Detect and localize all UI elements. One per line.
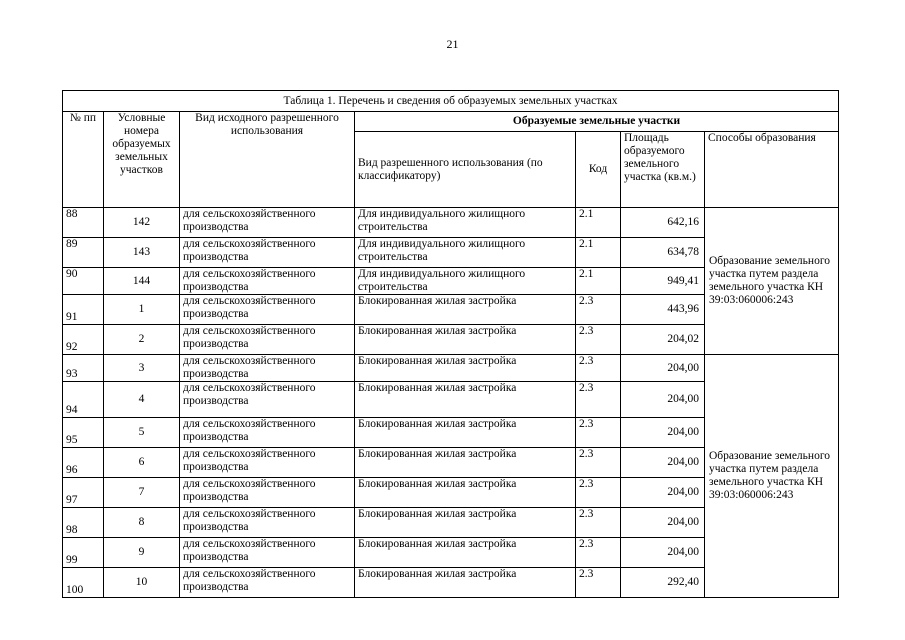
table-body — [63, 208, 839, 598]
row-vid-iskh: для сельскохозяйственного производства — [180, 238, 355, 268]
header-vid-iskh: Вид исходного разрешенного использования — [180, 112, 355, 208]
header-method: Способы образования — [705, 132, 839, 208]
row-uslov: 2 — [104, 325, 180, 355]
row-kod: 2.3 — [576, 478, 621, 508]
row-num: 99 — [63, 538, 104, 568]
row-vid-iskh: для сельскохозяйственного производства — [180, 268, 355, 295]
row-method: Образование земельного участка путем раздела земельного участка КН 39:03:060006:243 — [705, 355, 839, 598]
row-uslov: 6 — [104, 448, 180, 478]
row-area: 204,00 — [621, 448, 705, 478]
row-num: 88 — [63, 208, 104, 238]
row-uslov: 142 — [104, 208, 180, 238]
row-area: 443,96 — [621, 295, 705, 325]
row-vid-iskh: для сельскохозяйственного производства — [180, 295, 355, 325]
row-num: 90 — [63, 268, 104, 295]
header-area: Площадь образуемого земельного участка (кв.м.) — [621, 132, 705, 208]
row-vid-razr: Блокированная жилая застройка — [355, 382, 576, 418]
row-kod: 2.3 — [576, 508, 621, 538]
header-group: Образуемые земельные участки — [355, 112, 839, 132]
row-uslov: 5 — [104, 418, 180, 448]
row-vid-razr: Блокированная жилая застройка — [355, 478, 576, 508]
row-num: 92 — [63, 325, 104, 355]
row-area: 204,00 — [621, 382, 705, 418]
row-kod: 2.1 — [576, 268, 621, 295]
row-area: 204,00 — [621, 508, 705, 538]
row-kod: 2.3 — [576, 568, 621, 598]
row-vid-razr: Блокированная жилая застройка — [355, 508, 576, 538]
row-num: 93 — [63, 355, 104, 382]
row-kod: 2.1 — [576, 208, 621, 238]
row-uslov: 3 — [104, 355, 180, 382]
row-num: 95 — [63, 418, 104, 448]
row-vid-iskh: для сельскохозяйственного производства — [180, 418, 355, 448]
row-uslov: 8 — [104, 508, 180, 538]
row-vid-razr: Блокированная жилая застройка — [355, 448, 576, 478]
row-kod: 2.3 — [576, 355, 621, 382]
row-vid-iskh: для сельскохозяйственного производства — [180, 568, 355, 598]
row-num: 97 — [63, 478, 104, 508]
row-area: 204,00 — [621, 418, 705, 448]
row-num: 98 — [63, 508, 104, 538]
row-vid-razr: Для индивидуального жилищного строительства — [355, 208, 576, 238]
row-area: 204,00 — [621, 355, 705, 382]
row-kod: 2.3 — [576, 295, 621, 325]
row-area: 642,16 — [621, 208, 705, 238]
row-vid-iskh: для сельскохозяйственного производства — [180, 382, 355, 418]
row-uslov: 1 — [104, 295, 180, 325]
row-vid-razr: Для индивидуального жилищного строительства — [355, 268, 576, 295]
row-area: 204,02 — [621, 325, 705, 355]
row-area: 204,00 — [621, 538, 705, 568]
row-vid-razr: Блокированная жилая застройка — [355, 325, 576, 355]
row-kod: 2.3 — [576, 382, 621, 418]
header-num: № пп — [63, 112, 104, 208]
row-num: 94 — [63, 382, 104, 418]
row-uslov: 7 — [104, 478, 180, 508]
row-vid-iskh: для сельскохозяйственного производства — [180, 508, 355, 538]
row-num: 89 — [63, 238, 104, 268]
row-kod: 2.3 — [576, 448, 621, 478]
row-kod: 2.3 — [576, 418, 621, 448]
row-vid-iskh: для сельскохозяйственного производства — [180, 448, 355, 478]
page-number: 21 — [446, 37, 459, 51]
table-row — [63, 208, 839, 238]
row-vid-iskh: для сельскохозяйственного производства — [180, 208, 355, 238]
header-vid-razr: Вид разрешенного использования (по классификатору) — [355, 132, 576, 208]
row-uslov: 9 — [104, 538, 180, 568]
row-kod: 2.3 — [576, 538, 621, 568]
row-vid-razr: Блокированная жилая застройка — [355, 538, 576, 568]
table-row — [63, 355, 839, 382]
row-vid-razr: Блокированная жилая застройка — [355, 355, 576, 382]
row-vid-iskh: для сельскохозяйственного производства — [180, 538, 355, 568]
row-vid-razr: Блокированная жилая застройка — [355, 418, 576, 448]
header-uslov: Условные номера образуемых земельных участков — [104, 112, 180, 208]
row-vid-iskh: для сельскохозяйственного производства — [180, 478, 355, 508]
header-kod: Код — [576, 132, 621, 208]
row-vid-razr: Блокированная жилая застройка — [355, 568, 576, 598]
row-area: 204,00 — [621, 478, 705, 508]
row-vid-iskh: для сельскохозяйственного производства — [180, 355, 355, 382]
land-plots-table — [62, 90, 839, 598]
row-uslov: 4 — [104, 382, 180, 418]
table-caption: Таблица 1. Перечень и сведения об образуемых земельных участках — [63, 91, 839, 112]
row-vid-razr: Для индивидуального жилищного строительства — [355, 238, 576, 268]
row-area: 949,41 — [621, 268, 705, 295]
row-uslov: 143 — [104, 238, 180, 268]
row-area: 292,40 — [621, 568, 705, 598]
row-kod: 2.3 — [576, 325, 621, 355]
row-vid-razr: Блокированная жилая застройка — [355, 295, 576, 325]
row-kod: 2.1 — [576, 238, 621, 268]
row-vid-iskh: для сельскохозяйственного производства — [180, 325, 355, 355]
row-uslov: 144 — [104, 268, 180, 295]
row-area: 634,78 — [621, 238, 705, 268]
row-num: 91 — [63, 295, 104, 325]
row-num: 100 — [63, 568, 104, 598]
row-num: 96 — [63, 448, 104, 478]
row-method: Образование земельного участка путем раздела земельного участка КН 39:03:060006:243 — [705, 208, 839, 355]
row-uslov: 10 — [104, 568, 180, 598]
